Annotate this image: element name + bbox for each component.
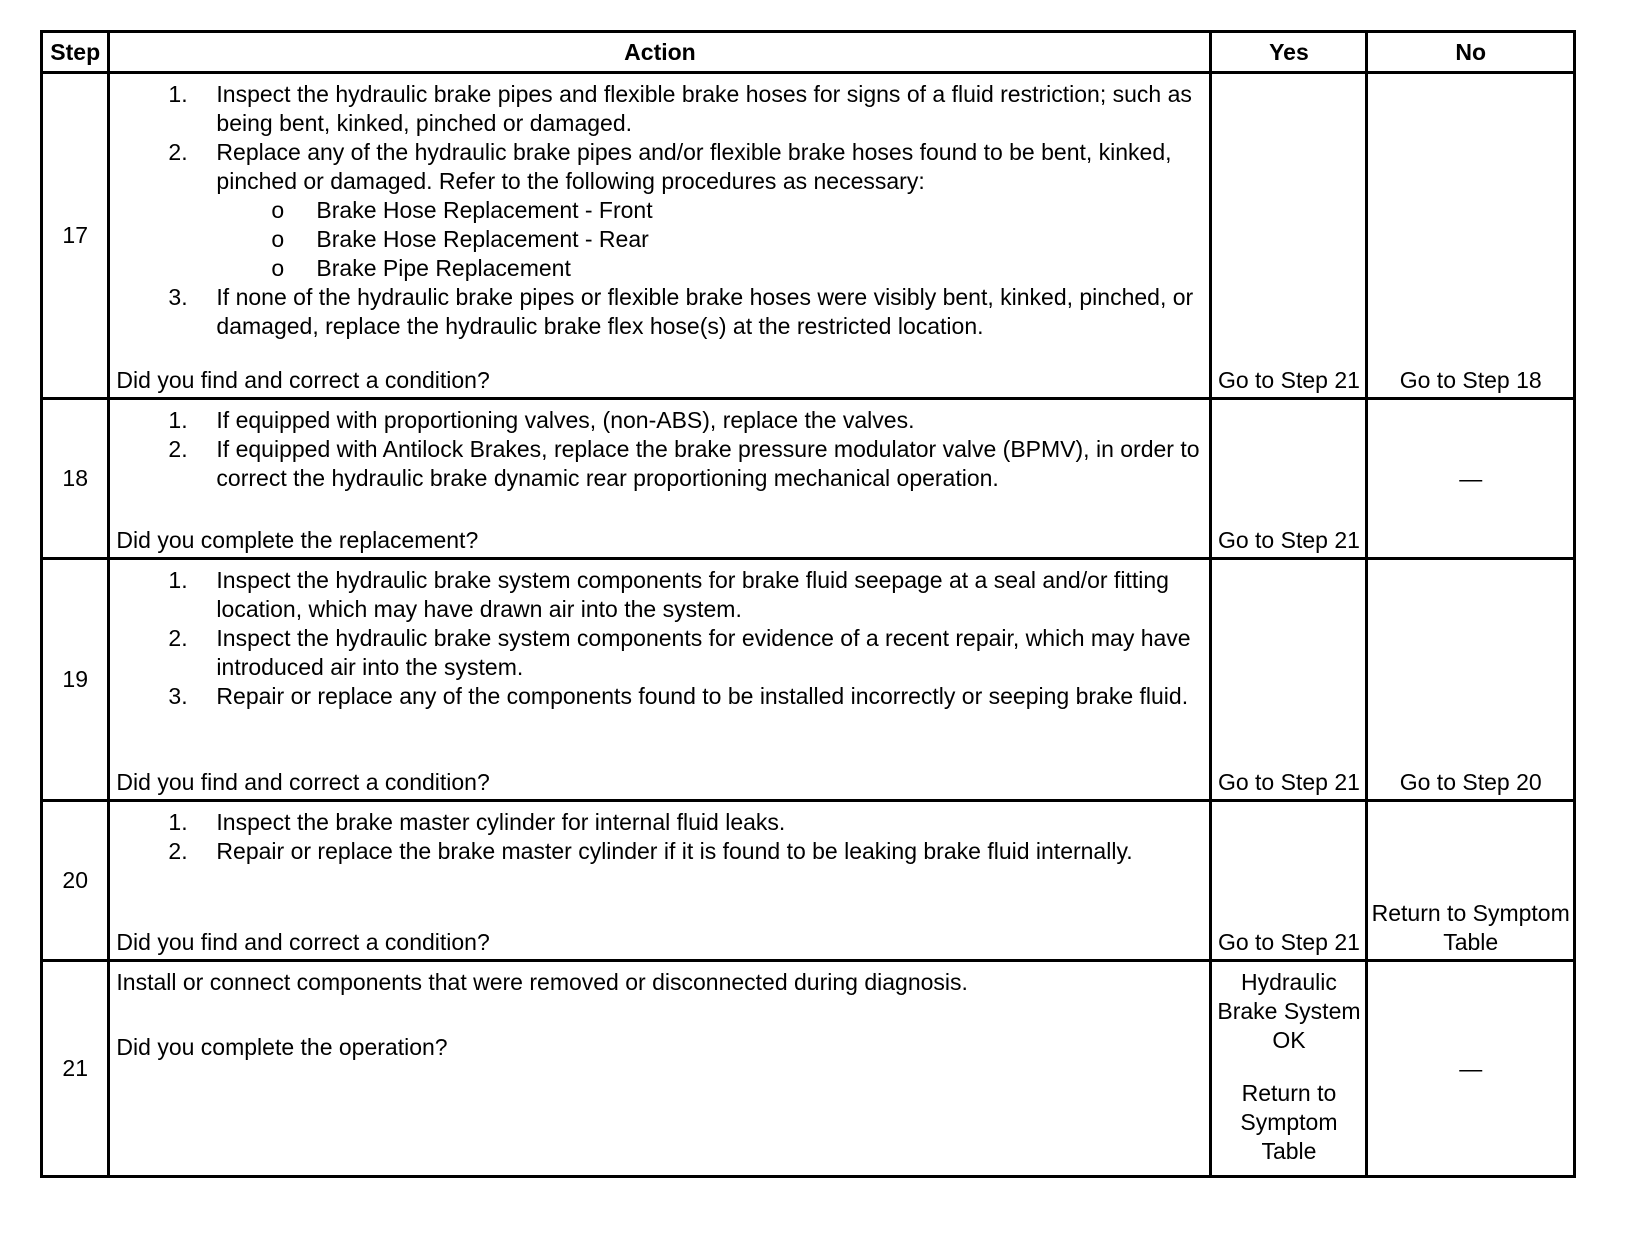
list-item: 1. Inspect the brake master cylinder for internal fluid leaks. — [168, 809, 786, 835]
action-cell — [109, 73, 1211, 399]
no-cell — [1367, 961, 1575, 1177]
table-row — [42, 559, 1575, 801]
yes-cell — [1211, 559, 1367, 801]
step-number: 19 — [42, 559, 109, 801]
header-no: No — [1367, 32, 1575, 73]
list-item: 1. Inspect the hydraulic brake system components for brake fluid seepage at a seal and/or fitting location, which may have drawn air into the system. — [168, 567, 1169, 622]
action-cell — [109, 399, 1211, 559]
list-item: 3. If none of the hydraulic brake pipes or flexible brake hoses were visibly bent, kinked, pinched, or damaged, replace the hydraulic brake flex hose(s) at the restricted location. — [168, 284, 1194, 339]
action-list — [116, 406, 1201, 493]
no-cell — [1367, 801, 1575, 961]
no-outcome: — — [1459, 1055, 1483, 1081]
step-number: 20 — [42, 801, 109, 961]
yes-outcome-primary: Hydraulic Brake System OK — [1217, 969, 1361, 1053]
action-cell — [109, 961, 1211, 1177]
procedure-list — [116, 196, 1201, 283]
yes-outcome: Go to Step 21 — [1217, 769, 1360, 795]
no-outcome: Return to Symptom Table — [1371, 900, 1570, 955]
step-number: 18 — [42, 399, 109, 559]
list-item: 1. If equipped with proportioning valves, (non-ABS), replace the valves. — [168, 407, 915, 433]
no-cell — [1367, 559, 1575, 801]
action-cell — [109, 801, 1211, 961]
procedure-item: o Brake Hose Replacement - Front — [271, 197, 653, 223]
no-cell — [1367, 399, 1575, 559]
no-cell — [1367, 73, 1575, 399]
step-number: 17 — [42, 73, 109, 399]
list-item: 2. Replace any of the hydraulic brake pipes and/or flexible brake hoses found to be bent, kinked, pinched or damaged. Refer to the following procedures as necessary: — [168, 139, 1172, 194]
question-text: Did you find and correct a condition? — [116, 929, 490, 955]
table-row — [42, 399, 1575, 559]
question-text: Did you find and correct a condition? — [116, 367, 490, 393]
list-item: 3. Repair or replace any of the components found to be installed incorrectly or seeping brake fluid. — [168, 683, 1189, 709]
action-intro: Install or connect components that were removed or disconnected during diagnosis. — [116, 969, 968, 995]
step-number: 21 — [42, 961, 109, 1177]
procedure-item: o Brake Pipe Replacement — [271, 255, 571, 281]
yes-cell — [1211, 73, 1367, 399]
yes-cell — [1211, 801, 1367, 961]
question-text: Did you complete the replacement? — [116, 527, 479, 553]
diagnostic-table — [40, 30, 1576, 1178]
table-row — [42, 73, 1575, 399]
action-list — [116, 283, 1201, 341]
yes-outcome: Go to Step 21 — [1217, 527, 1360, 553]
table-row — [42, 961, 1575, 1177]
yes-outcome-secondary: Return to Symptom Table — [1240, 1080, 1338, 1164]
action-list — [116, 80, 1201, 196]
action-cell — [109, 559, 1211, 801]
no-outcome: — — [1459, 465, 1483, 491]
list-item: 2. Repair or replace the brake master cylinder if it is found to be leaking brake fluid internally. — [168, 838, 1133, 864]
yes-outcome: Go to Step 21 — [1217, 929, 1360, 955]
yes-outcome — [1212, 962, 1365, 1166]
yes-outcome: Go to Step 21 — [1217, 367, 1360, 393]
list-item: 2. Inspect the hydraulic brake system components for evidence of a recent repair, which may have introduced air into the system. — [168, 625, 1191, 680]
header-row — [42, 32, 1575, 73]
header-step: Step — [42, 32, 109, 73]
action-list — [116, 808, 1201, 866]
table-row — [42, 801, 1575, 961]
no-outcome: Go to Step 20 — [1399, 769, 1542, 795]
question-text: Did you complete the operation? — [116, 1034, 448, 1060]
list-item: 2. If equipped with Antilock Brakes, replace the brake pressure modulator valve (BPMV), in order to correct the hydraulic brake dynamic rear proportioning mechanical operation. — [168, 436, 1200, 491]
header-action: Action — [109, 32, 1211, 73]
no-outcome: Go to Step 18 — [1399, 367, 1542, 393]
action-list — [116, 566, 1201, 711]
procedure-item: o Brake Hose Replacement - Rear — [271, 226, 649, 252]
yes-cell — [1211, 961, 1367, 1177]
header-yes: Yes — [1211, 32, 1367, 73]
list-item: 1. Inspect the hydraulic brake pipes and flexible brake hoses for signs of a fluid restriction; such as being bent, kinked, pinched or damaged. — [168, 81, 1192, 136]
yes-cell — [1211, 399, 1367, 559]
question-text: Did you find and correct a condition? — [116, 769, 490, 795]
